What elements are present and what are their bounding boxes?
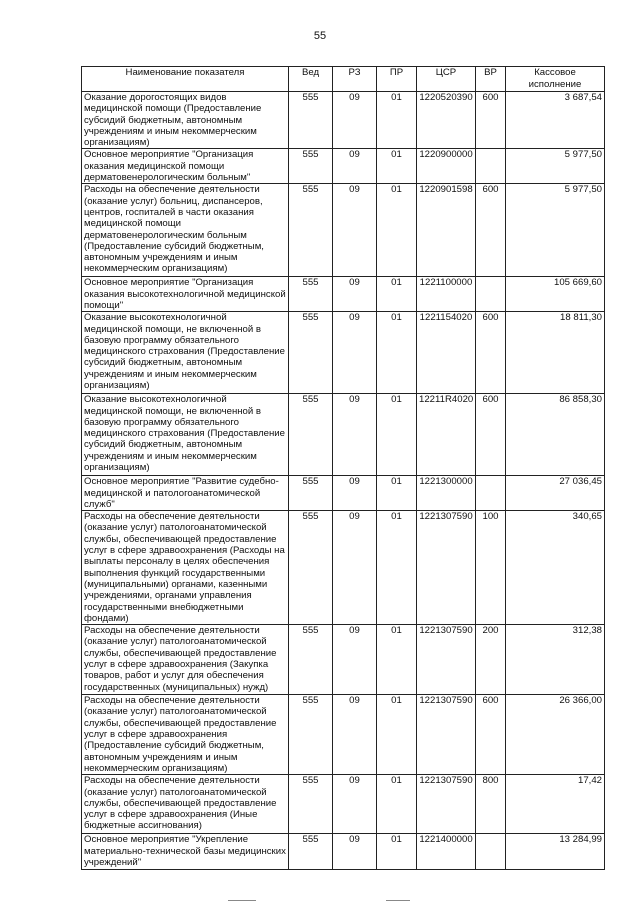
row-name: Расходы на обеспечение деятельности (оказание услуг) патологоанатомической службы, обеспечивающей предоставление услуг в сфере здравоохранения (Предоставление субсидий бюджетным, автономным учреждениям и иным некоммерческим организациям) [82, 695, 289, 775]
row-amount: 26 366,00 [506, 695, 605, 775]
row-pr: 01 [377, 625, 417, 695]
row-rz: 09 [333, 312, 377, 394]
row-ved: 555 [289, 394, 333, 476]
row-ved: 555 [289, 476, 333, 511]
page-number: 55 [313, 30, 327, 42]
row-name: Оказание высокотехнологичной медицинской помощи, не включенной в базовую программу обязательного медицинского страхования (Предоставление субсидий бюджетным, автономным учреждениям и иным некоммерческим организациям) [82, 312, 289, 394]
table-row [82, 149, 605, 184]
row-name: Основное мероприятие "Укрепление материально-технической базы медицинских учреждений" [82, 834, 289, 870]
row-csr: 1221300000 [417, 476, 476, 511]
row-ved: 555 [289, 92, 333, 149]
row-name: Оказание высокотехнологичной медицинской помощи, не включенной в базовую программу обязательного медицинского страхования (Предоставление субсидий бюджетным, автономным учреждениям и иным некоммерческим организациям) [82, 394, 289, 476]
row-ved: 555 [289, 149, 333, 184]
row-vr: 600 [476, 184, 506, 277]
row-ved: 555 [289, 775, 333, 834]
row-pr: 01 [377, 92, 417, 149]
header-pr: ПР [377, 67, 417, 92]
table-row [82, 312, 605, 394]
row-name: Основное мероприятие "Развитие судебно-медицинской и патологоанатомической служб" [82, 476, 289, 511]
row-csr: 1221307590 [417, 695, 476, 775]
table-row [82, 92, 605, 149]
scan-edge-marks [228, 900, 418, 902]
header-cash-execution: Кассовое исполнение [506, 67, 605, 92]
row-amount: 13 284,99 [506, 834, 605, 870]
header-ved: Вед [289, 67, 333, 92]
row-pr: 01 [377, 834, 417, 870]
row-csr: 12211R4020 [417, 394, 476, 476]
row-amount: 27 036,45 [506, 476, 605, 511]
row-vr: 600 [476, 312, 506, 394]
header-vr: ВР [476, 67, 506, 92]
header-rz: РЗ [333, 67, 377, 92]
row-vr: 600 [476, 695, 506, 775]
row-vr: 600 [476, 394, 506, 476]
header-indicator-name: Наименование показателя [82, 67, 289, 92]
row-name: Основное мероприятие "Организация оказания медицинской помощи дерматовенерологическим больным" [82, 149, 289, 184]
row-csr: 1221307590 [417, 511, 476, 625]
table-header-row [82, 67, 605, 92]
row-vr: 200 [476, 625, 506, 695]
row-amount: 5 977,50 [506, 184, 605, 277]
table-row [82, 184, 605, 277]
table-row [82, 394, 605, 476]
row-name: Расходы на обеспечение деятельности (оказание услуг) патологоанатомической службы, обеспечивающей предоставление услуг в сфере здравоохранения (Расходы на выплаты персоналу в целях обеспечения выполнения функций государственными (муниципальными) органами, казенными учреждениями, органами управления государственными внебюджетными фондами) [82, 511, 289, 625]
row-csr: 1221100000 [417, 277, 476, 312]
row-rz: 09 [333, 476, 377, 511]
table-row [82, 277, 605, 312]
table-row [82, 625, 605, 695]
row-pr: 01 [377, 184, 417, 277]
row-rz: 09 [333, 277, 377, 312]
row-name: Основное мероприятие "Организация оказания высокотехнологичной медицинской помощи" [82, 277, 289, 312]
header-csr: ЦСР [417, 67, 476, 92]
row-csr: 1221307590 [417, 775, 476, 834]
row-csr: 1220901598 [417, 184, 476, 277]
row-vr [476, 476, 506, 511]
row-amount: 86 858,30 [506, 394, 605, 476]
row-pr: 01 [377, 476, 417, 511]
row-ved: 555 [289, 511, 333, 625]
row-rz: 09 [333, 834, 377, 870]
table-row [82, 476, 605, 511]
row-amount: 3 687,54 [506, 92, 605, 149]
row-pr: 01 [377, 511, 417, 625]
row-rz: 09 [333, 695, 377, 775]
row-pr: 01 [377, 277, 417, 312]
row-csr: 1221154020 [417, 312, 476, 394]
row-amount: 340,65 [506, 511, 605, 625]
row-rz: 09 [333, 92, 377, 149]
row-pr: 01 [377, 775, 417, 834]
row-csr: 1220900000 [417, 149, 476, 184]
row-amount: 312,38 [506, 625, 605, 695]
row-pr: 01 [377, 312, 417, 394]
row-ved: 555 [289, 625, 333, 695]
row-amount: 5 977,50 [506, 149, 605, 184]
row-vr [476, 834, 506, 870]
row-pr: 01 [377, 394, 417, 476]
table-row [82, 511, 605, 625]
row-rz: 09 [333, 184, 377, 277]
budget-execution-table [81, 66, 605, 870]
row-amount: 17,42 [506, 775, 605, 834]
table-row [82, 775, 605, 834]
table-row [82, 834, 605, 870]
table-row [82, 695, 605, 775]
row-name: Расходы на обеспечение деятельности (оказание услуг) патологоанатомической службы, обеспечивающей предоставление услуг в сфере здравоохранения (Иные бюджетные ассигнования) [82, 775, 289, 834]
row-ved: 555 [289, 184, 333, 277]
row-amount: 105 669,60 [506, 277, 605, 312]
row-vr: 100 [476, 511, 506, 625]
row-amount: 18 811,30 [506, 312, 605, 394]
row-name: Расходы на обеспечение деятельности (оказание услуг) больниц, диспансеров, центров, госпиталей в части оказания медицинской помощи дерматовенерологическим больным (Предоставление субсидий бюджетным, автономным учреждениям и иным некоммерческим организациям) [82, 184, 289, 277]
row-csr: 1220520390 [417, 92, 476, 149]
row-pr: 01 [377, 149, 417, 184]
row-ved: 555 [289, 695, 333, 775]
row-rz: 09 [333, 625, 377, 695]
row-csr: 1221400000 [417, 834, 476, 870]
row-vr [476, 277, 506, 312]
row-ved: 555 [289, 834, 333, 870]
row-csr: 1221307590 [417, 625, 476, 695]
row-vr: 800 [476, 775, 506, 834]
row-rz: 09 [333, 149, 377, 184]
row-ved: 555 [289, 277, 333, 312]
row-rz: 09 [333, 511, 377, 625]
row-rz: 09 [333, 394, 377, 476]
row-pr: 01 [377, 695, 417, 775]
row-name: Оказание дорогостоящих видов медицинской помощи (Предоставление субсидий бюджетным, автономным учреждениям и иным некоммерческим организациям) [82, 92, 289, 149]
row-ved: 555 [289, 312, 333, 394]
row-vr: 600 [476, 92, 506, 149]
row-vr [476, 149, 506, 184]
row-name: Расходы на обеспечение деятельности (оказание услуг) патологоанатомической службы, обеспечивающей предоставление услуг в сфере здравоохранения (Закупка товаров, работ и услуг для обеспечения государственных (муниципальных) нужд) [82, 625, 289, 695]
row-rz: 09 [333, 775, 377, 834]
